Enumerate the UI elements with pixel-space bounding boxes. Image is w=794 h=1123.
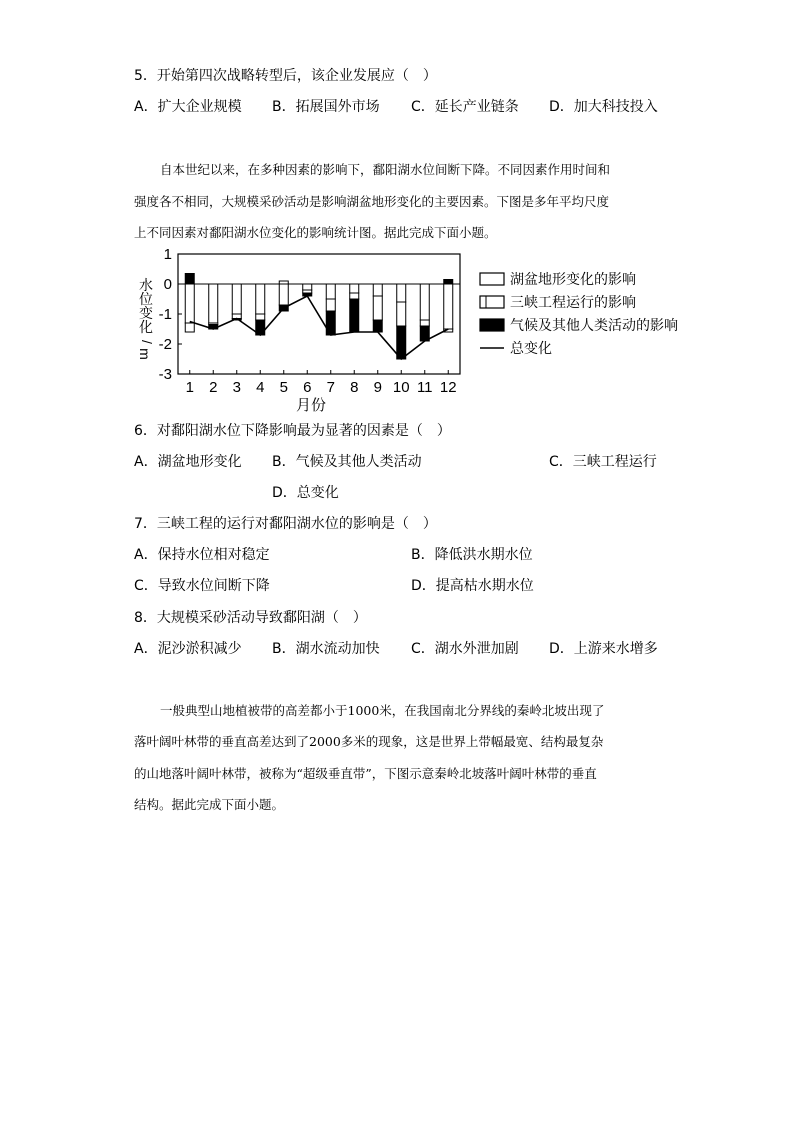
- passage2-line-2: 落叶阔叶林带的垂直高差达到了2000多米的现象，这是世界上带幅最宽、结构最复杂: [134, 734, 604, 749]
- y-axis-label-char: 位: [139, 291, 153, 307]
- legend-label: 总变化: [510, 340, 552, 356]
- three-gorges-bar: [326, 299, 335, 311]
- q5-option-b[interactable]: B．拓展国外市场: [272, 99, 380, 115]
- climate-bar: [185, 274, 194, 285]
- q5-option-a[interactable]: A．扩大企业规模: [134, 99, 242, 115]
- x-tick-label: 4: [256, 379, 265, 396]
- y-axis-label-char: 变: [139, 305, 153, 321]
- q8-option-a[interactable]: A．泥沙淤积减少: [134, 641, 242, 657]
- q8-option-d[interactable]: D．上游来水增多: [549, 641, 658, 657]
- q7-stem: 7．三峡工程的运行对鄱阳湖水位的影响是（ ）: [134, 516, 437, 532]
- total-change-polyline: [190, 296, 449, 359]
- x-tick-label: 8: [350, 379, 359, 396]
- terrain-bar: [185, 284, 194, 323]
- legend-label: 湖盆地形变化的影响: [510, 271, 636, 287]
- q6-option-d[interactable]: D．总变化: [272, 485, 339, 501]
- x-tick-label: 9: [373, 379, 382, 396]
- climate-bar: [350, 299, 359, 332]
- x-tick-label: 11: [416, 379, 433, 396]
- passage2-line-4: 结构。据此完成下面小题。: [134, 797, 285, 812]
- q6-option-b[interactable]: B．气候及其他人类活动: [272, 454, 422, 470]
- passage2-line-3: 的山地落叶阔叶林带，被称为“超级垂直带”，下图示意秦岭北坡落叶阔叶林带的垂直: [134, 766, 597, 781]
- passage2-line-1: 一般典型山地植被带的高差都小于1000米，在我国南北分界线的秦岭北坡出现了: [160, 703, 605, 718]
- q6-option-a[interactable]: A．湖盆地形变化: [134, 454, 242, 470]
- x-tick-label: 12: [439, 379, 457, 396]
- q5-option-c[interactable]: C．延长产业链条: [411, 99, 519, 115]
- terrain-bar: [373, 284, 382, 296]
- x-tick-label: 1: [185, 379, 194, 396]
- terrain-bar: [350, 284, 359, 293]
- x-tick-label: 5: [279, 379, 288, 396]
- q8-option-c[interactable]: C．湖水外泄加剧: [411, 641, 519, 657]
- y-tick-label: -3: [158, 366, 172, 383]
- terrain-bar: [303, 284, 312, 290]
- terrain-bar: [279, 284, 288, 305]
- total-change-line: [190, 296, 449, 359]
- y-axis-label-char: 化: [139, 319, 153, 335]
- x-tick-label: 7: [326, 379, 335, 396]
- q6-option-c[interactable]: C．三峡工程运行: [549, 454, 657, 470]
- q7-option-c[interactable]: C．导致水位间断下降: [134, 578, 270, 594]
- climate-bar: [397, 326, 406, 359]
- three-gorges-bar: [350, 293, 359, 299]
- q8-stem: 8．大规模采砂活动导致鄱阳湖（ ）: [134, 610, 367, 626]
- x-tick-label: 2: [209, 379, 218, 396]
- q7-option-b[interactable]: B．降低洪水期水位: [411, 547, 533, 563]
- three-gorges-bar: [256, 314, 265, 320]
- legend-swatch: [480, 273, 504, 285]
- terrain-bar: [444, 284, 453, 329]
- passage1-line-3: 上不同因素对鄱阳湖水位变化的影响统计图。据此完成下面小题。: [134, 225, 497, 240]
- three-gorges-bar: [373, 296, 382, 320]
- terrain-bar: [232, 284, 241, 314]
- terrain-bar: [420, 284, 429, 320]
- legend-swatch: [480, 296, 504, 308]
- terrain-bar: [209, 284, 218, 323]
- y-tick-label: 1: [163, 248, 172, 263]
- terrain-bar: [397, 284, 406, 302]
- x-tick-label: 10: [392, 379, 410, 396]
- y-tick-label: 0: [163, 276, 172, 293]
- climate-bar: [444, 280, 453, 285]
- three-gorges-bar: [397, 302, 406, 326]
- q7-option-a[interactable]: A．保持水位相对稳定: [134, 547, 270, 563]
- y-axis-label-char: /: [139, 340, 155, 344]
- lake-level-chart: [134, 248, 694, 414]
- legend-swatch: [480, 319, 504, 331]
- q7-option-d[interactable]: D．提高枯水期水位: [411, 578, 534, 594]
- x-tick-label: 6: [303, 379, 312, 396]
- three-gorges-bar: [420, 320, 429, 326]
- y-axis-label-char: 水: [139, 277, 153, 293]
- terrain-bar: [256, 284, 265, 314]
- terrain-bar: [326, 284, 335, 299]
- y-axis-label-char: m: [137, 348, 153, 360]
- legend-label: 气候及其他人类活动的影响: [510, 317, 678, 333]
- legend-label: 三峡工程运行的影响: [510, 294, 636, 310]
- y-tick-label: -1: [158, 306, 172, 323]
- y-tick-label: -2: [158, 336, 172, 353]
- y-axis-label: [137, 277, 155, 360]
- passage1-line-1: 自本世纪以来，在多种因素的影响下，鄱阳湖水位间断下降。不同因素作用时间和: [160, 162, 611, 177]
- q5-stem: 5．开始第四次战略转型后，该企业发展应（ ）: [134, 68, 437, 84]
- legend: [480, 271, 678, 356]
- x-axis-label: 月份: [295, 397, 327, 414]
- climate-bar: [326, 311, 335, 335]
- x-tick-label: 3: [232, 379, 241, 396]
- q5-option-d[interactable]: D．加大科技投入: [549, 99, 658, 115]
- q6-stem: 6．对鄱阳湖水位下降影响最为显著的因素是（ ）: [134, 423, 451, 439]
- q8-option-b[interactable]: B．湖水流动加快: [272, 641, 380, 657]
- three-gorges-bar: [279, 281, 288, 284]
- climate-bar: [373, 320, 382, 332]
- passage1-line-2: 强度各不相同，大规模采砂活动是影响湖盆地形变化的主要因素。下图是多年平均尺度: [134, 194, 610, 209]
- three-gorges-bar: [185, 323, 194, 332]
